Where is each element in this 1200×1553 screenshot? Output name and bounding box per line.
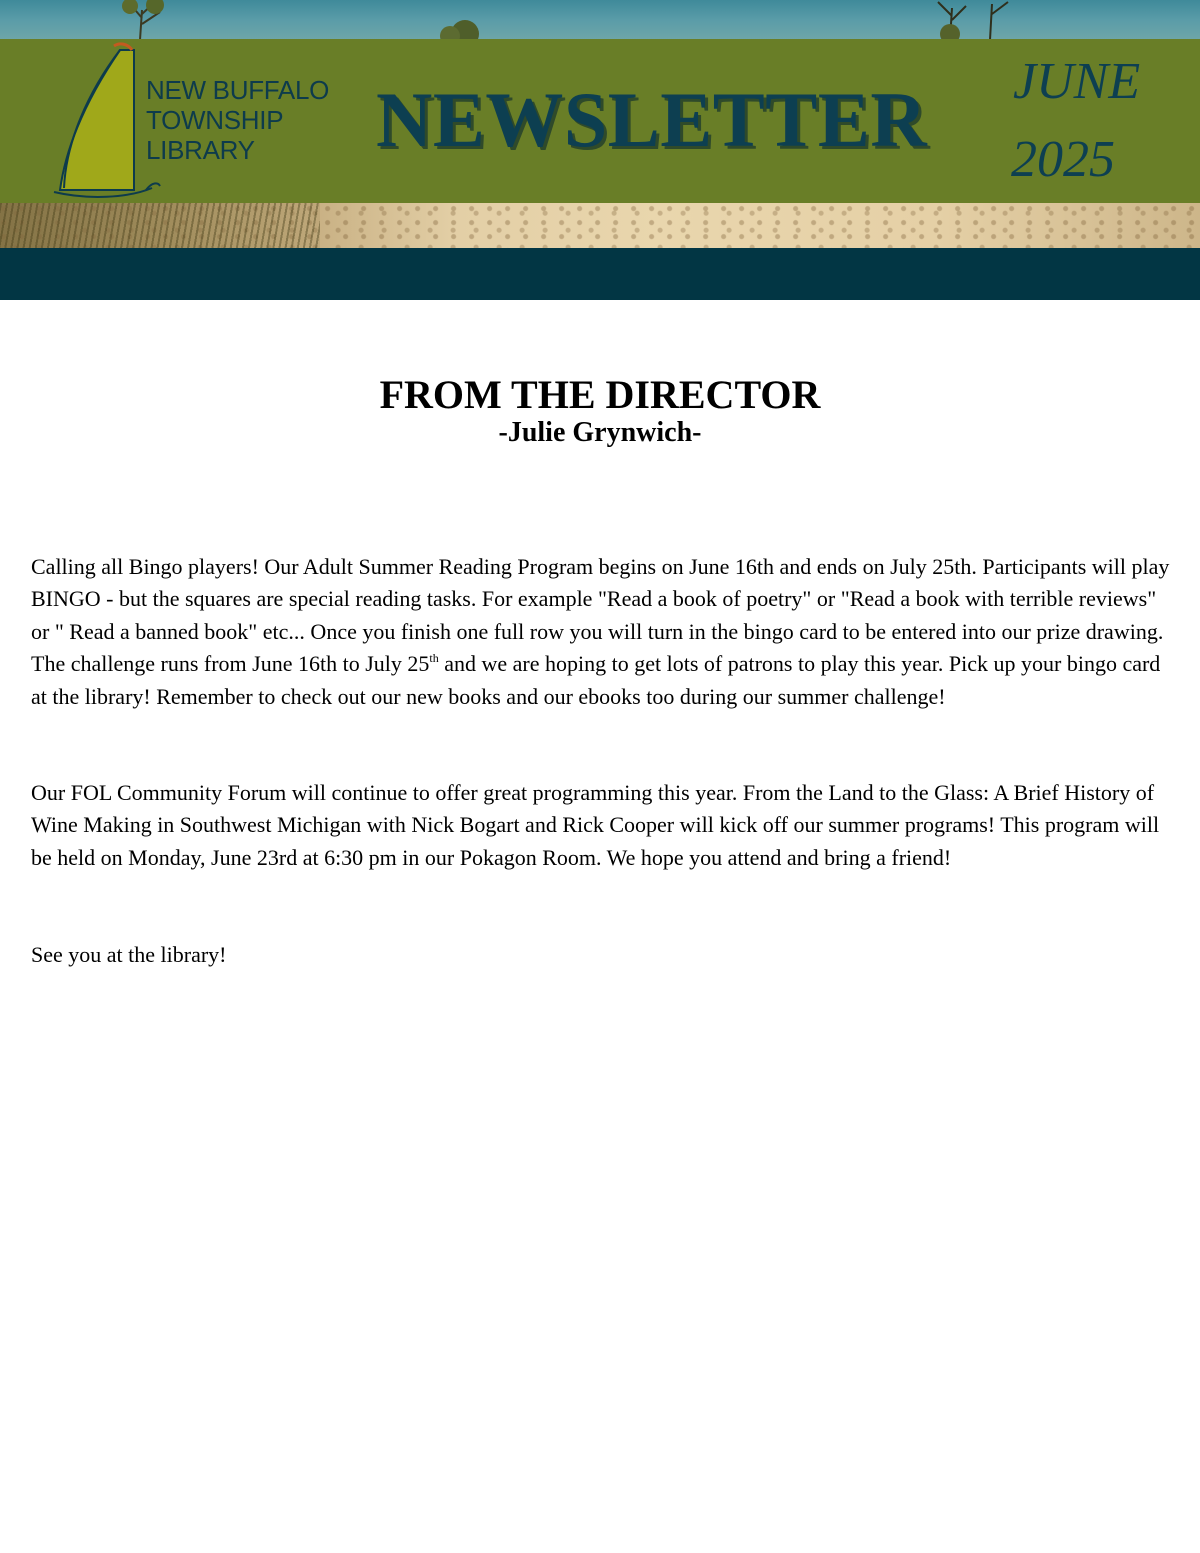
paragraph-1-text: Calling all Bingo players! Our Adult Summer Reading Program begins on June 16th and ends on July 25th. Participants will play BINGO - but the squares are special reading tasks. For example "Read a book of poetry" or "Read a book with terrible reviews" or " Read a banned book" etc... Once you finish one full row you will turn in the bingo card to be entered into our prize drawing. The challenge runs from June 16th to July 25 [31,554,1170,677]
section-title: FROM THE DIRECTOR [379,372,821,417]
navy-accent-bar [0,248,1200,300]
tree-silhouette-right [930,0,1020,40]
paragraph-closing [31,939,1176,971]
paragraph-2-text: Our FOL Community Forum will continue to offer great programming this year. From the Land to the Glass: A Brief History of Wine Making in Southwest Michigan with Nick Bogart and Rick Cooper will kick off our summer programs! This program will be held on Monday, June 23rd at 6:30 pm in our Pokagon Room. We hope you attend and bring a friend! [31,780,1160,870]
newsletter-banner [0,0,1200,300]
dune-grass [0,203,320,248]
logo-line-1: NEW BUFFALO [146,75,330,105]
paragraph-community-forum [31,777,1176,874]
shrub-silhouette [420,0,510,40]
section-author: -Julie Grynwich- [498,417,702,448]
paragraph-1-text-cont: and we are hoping to get lots of patrons to play this year. Pick up your bingo card at the library! Remember to check out our new books and our ebooks too during our summer challenge! [31,651,1161,709]
library-logo-text [146,75,329,165]
newsletter-title: NEWSLETTER [376,76,928,163]
issue-month: JUNE [1013,53,1141,110]
ordinal-superscript: th [429,651,439,666]
logo-line-3: LIBRARY [146,135,255,165]
paragraph-reading-program [31,551,1176,713]
issue-year: 2025 [1011,131,1115,188]
tree-silhouette-left [100,0,190,40]
logo-line-2: TOWNSHIP [146,105,284,135]
paragraph-3-text: See you at the library! [31,942,227,967]
